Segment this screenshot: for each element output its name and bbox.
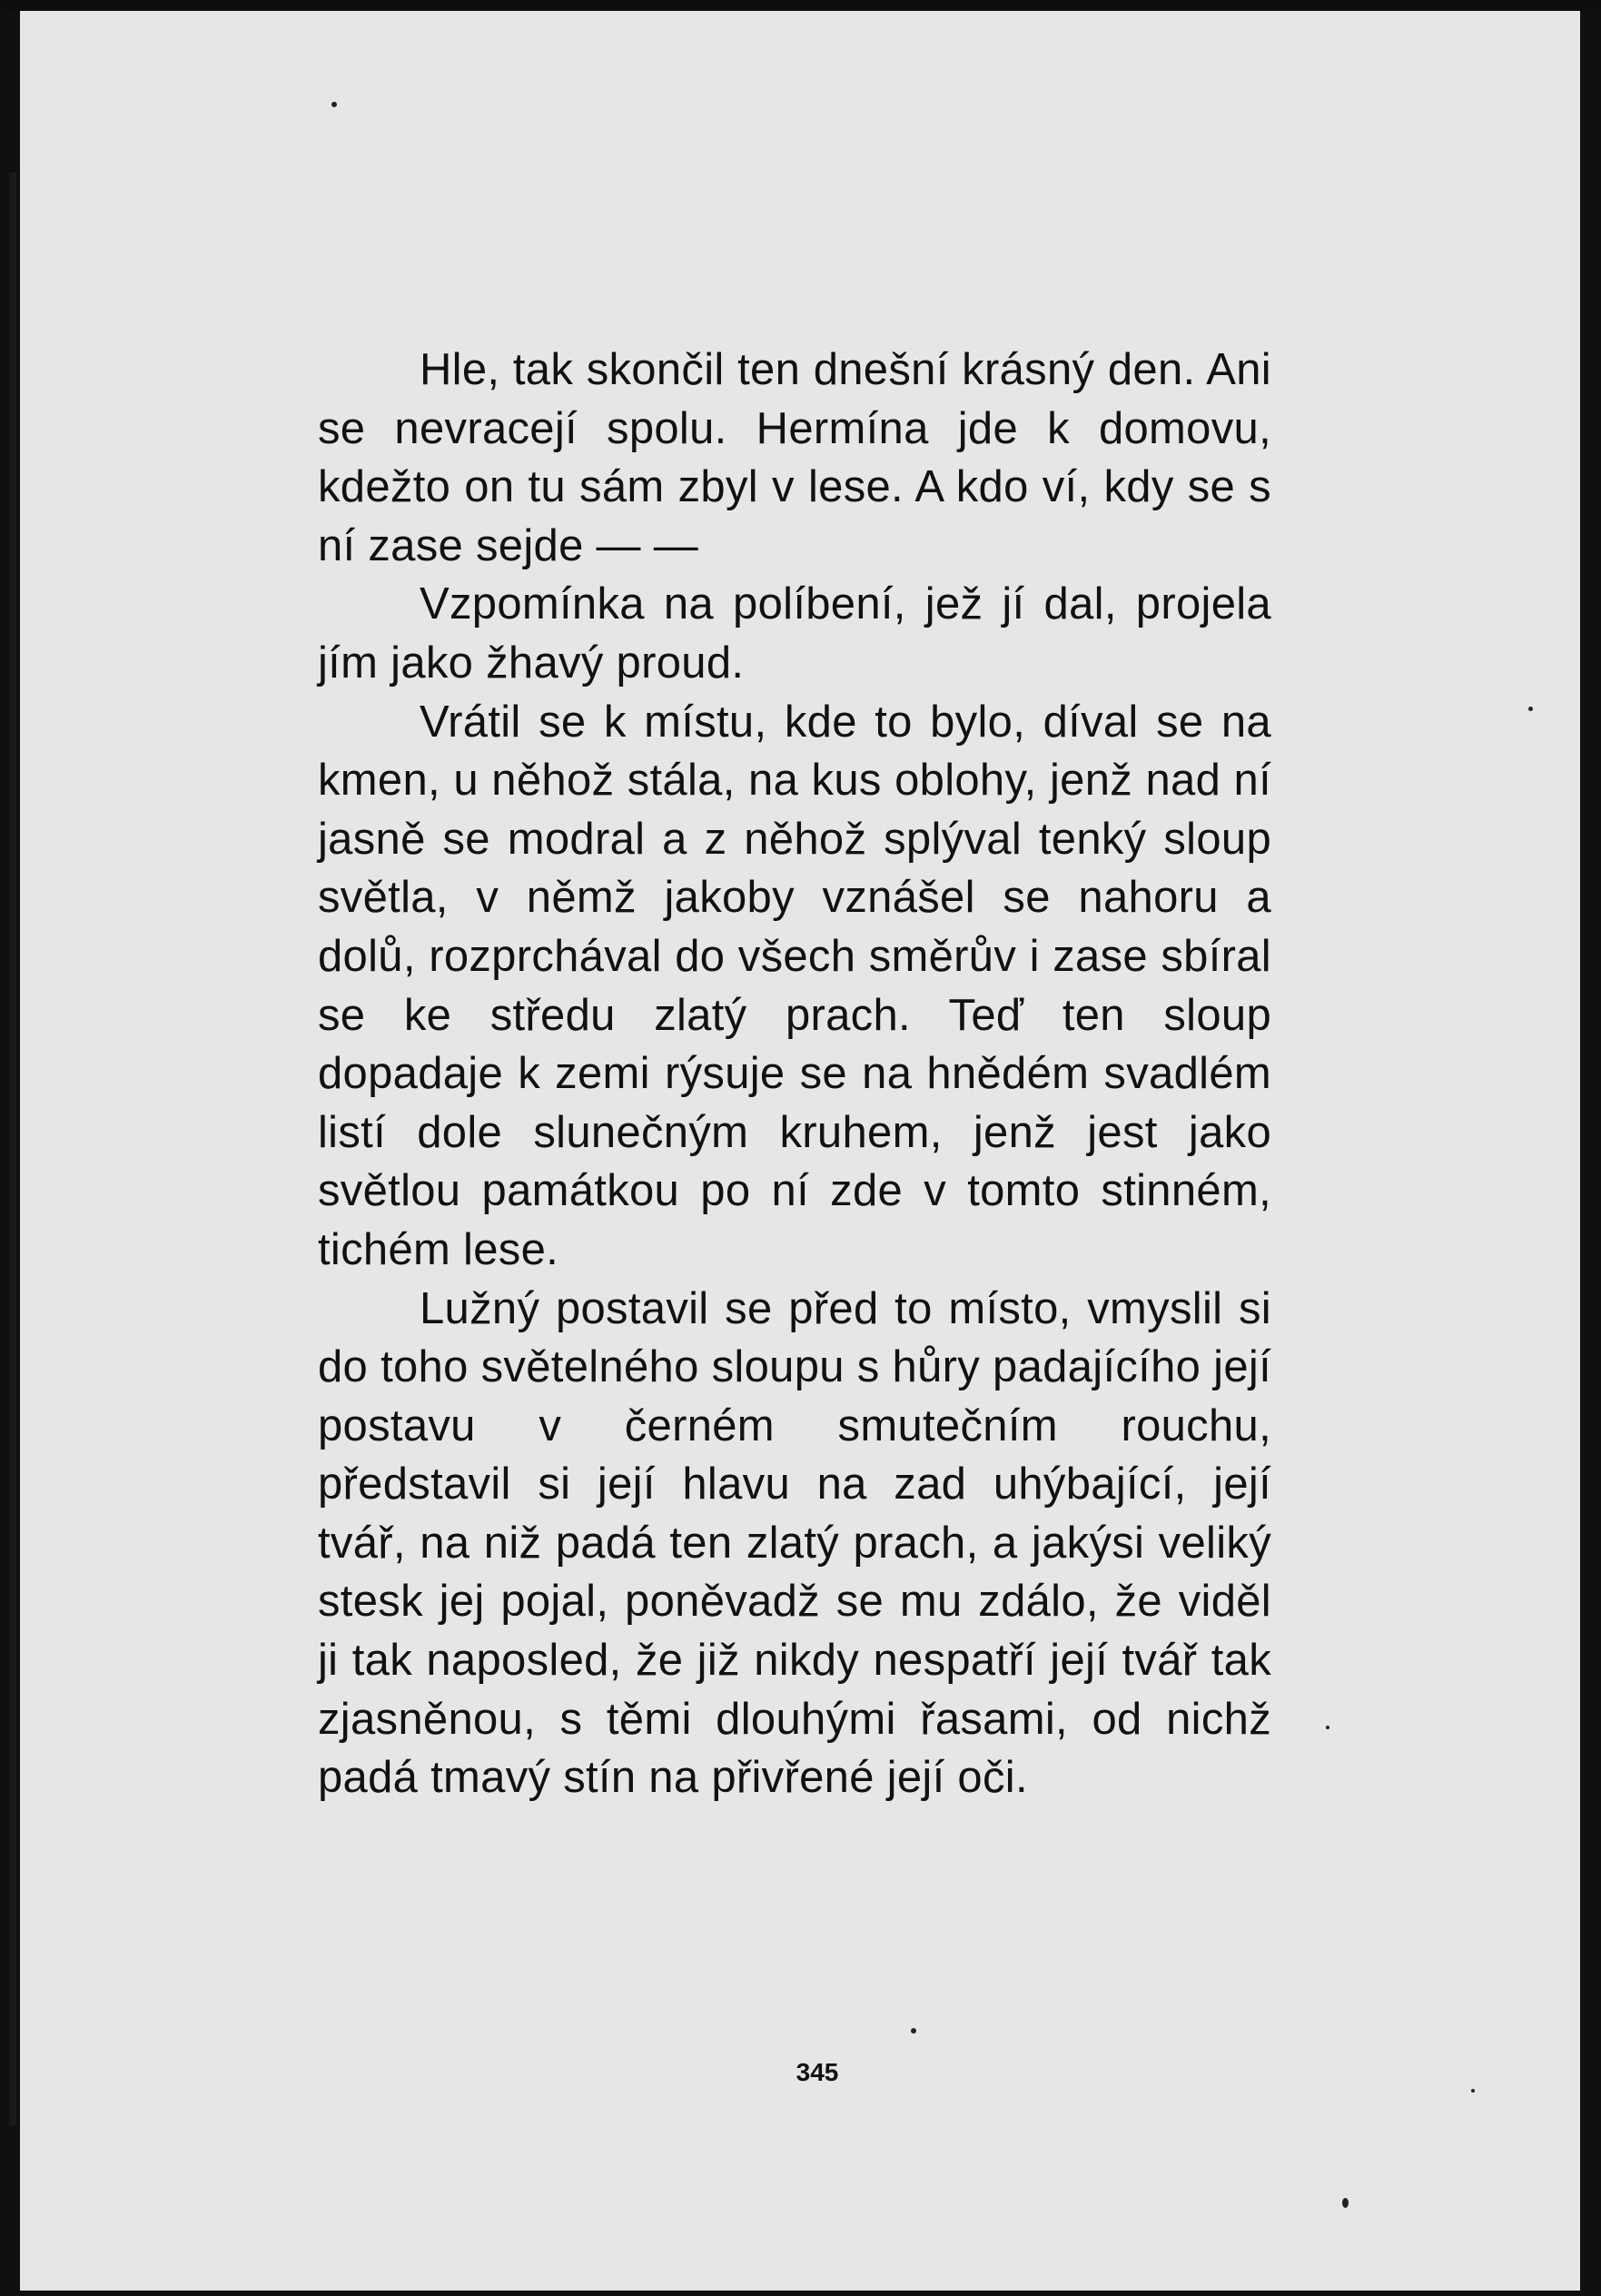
body-text	[318, 341, 1271, 1807]
scan-speck	[1528, 707, 1533, 711]
scan-speck	[911, 2028, 916, 2034]
scan-speck	[1326, 1726, 1329, 1729]
scan-top-edge	[0, 0, 1601, 11]
paragraph: Vzpomínka na políbení, jež jí dal, projela jím jako žhavý proud.	[318, 579, 1271, 688]
scan-speck	[331, 102, 337, 107]
paragraph: Vrátil se k místu, kde to bylo, díval se na kmen, u něhož stála, na kus oblohy, jenž nad ní jasně se modral a z něhož splýval tenký sloup světla, v němž jakoby vznášel se nahoru a dolů, rozprchával do všech směrův i zase sbíral se ke středu zlatý prach. Teď ten sloup dopadaje k zemi rýsuje se na hnědém svadlém listí dole slunečným kruhem, jenž jest jako světlou památkou po ní zde v tomto stinném, tichém lese.	[318, 697, 1271, 1274]
scan-speck	[1342, 2198, 1349, 2208]
scan-speck	[1471, 2089, 1475, 2093]
page-number: 345	[796, 2058, 839, 2086]
scan-binding-edge	[9, 173, 16, 2125]
paragraph: Hle, tak skončil ten dnešní krásný den. Ani se nevracejí spolu. Hermína jde k domovu, kdežto on tu sám zbyl v lese. A kdo ví, kdy se s ní zase sejde — —	[318, 345, 1271, 570]
paragraph: Lužný postavil se před to místo, vmyslil si do toho světelného sloupu s hůry padajícího její postavu v černém smutečním rouchu, představil si její hlavu na zad uhýbající, její tvář, na niž padá ten zlatý prach, a jakýsi veliký stesk jej pojal, poněvadž se mu zdálo, že viděl ji tak naposled, že již nikdy nespatří její tvář tak zjasněnou, s těmi dlouhými řasami, od nichž padá tmavý stín na přivřené její oči.	[318, 1283, 1271, 1803]
